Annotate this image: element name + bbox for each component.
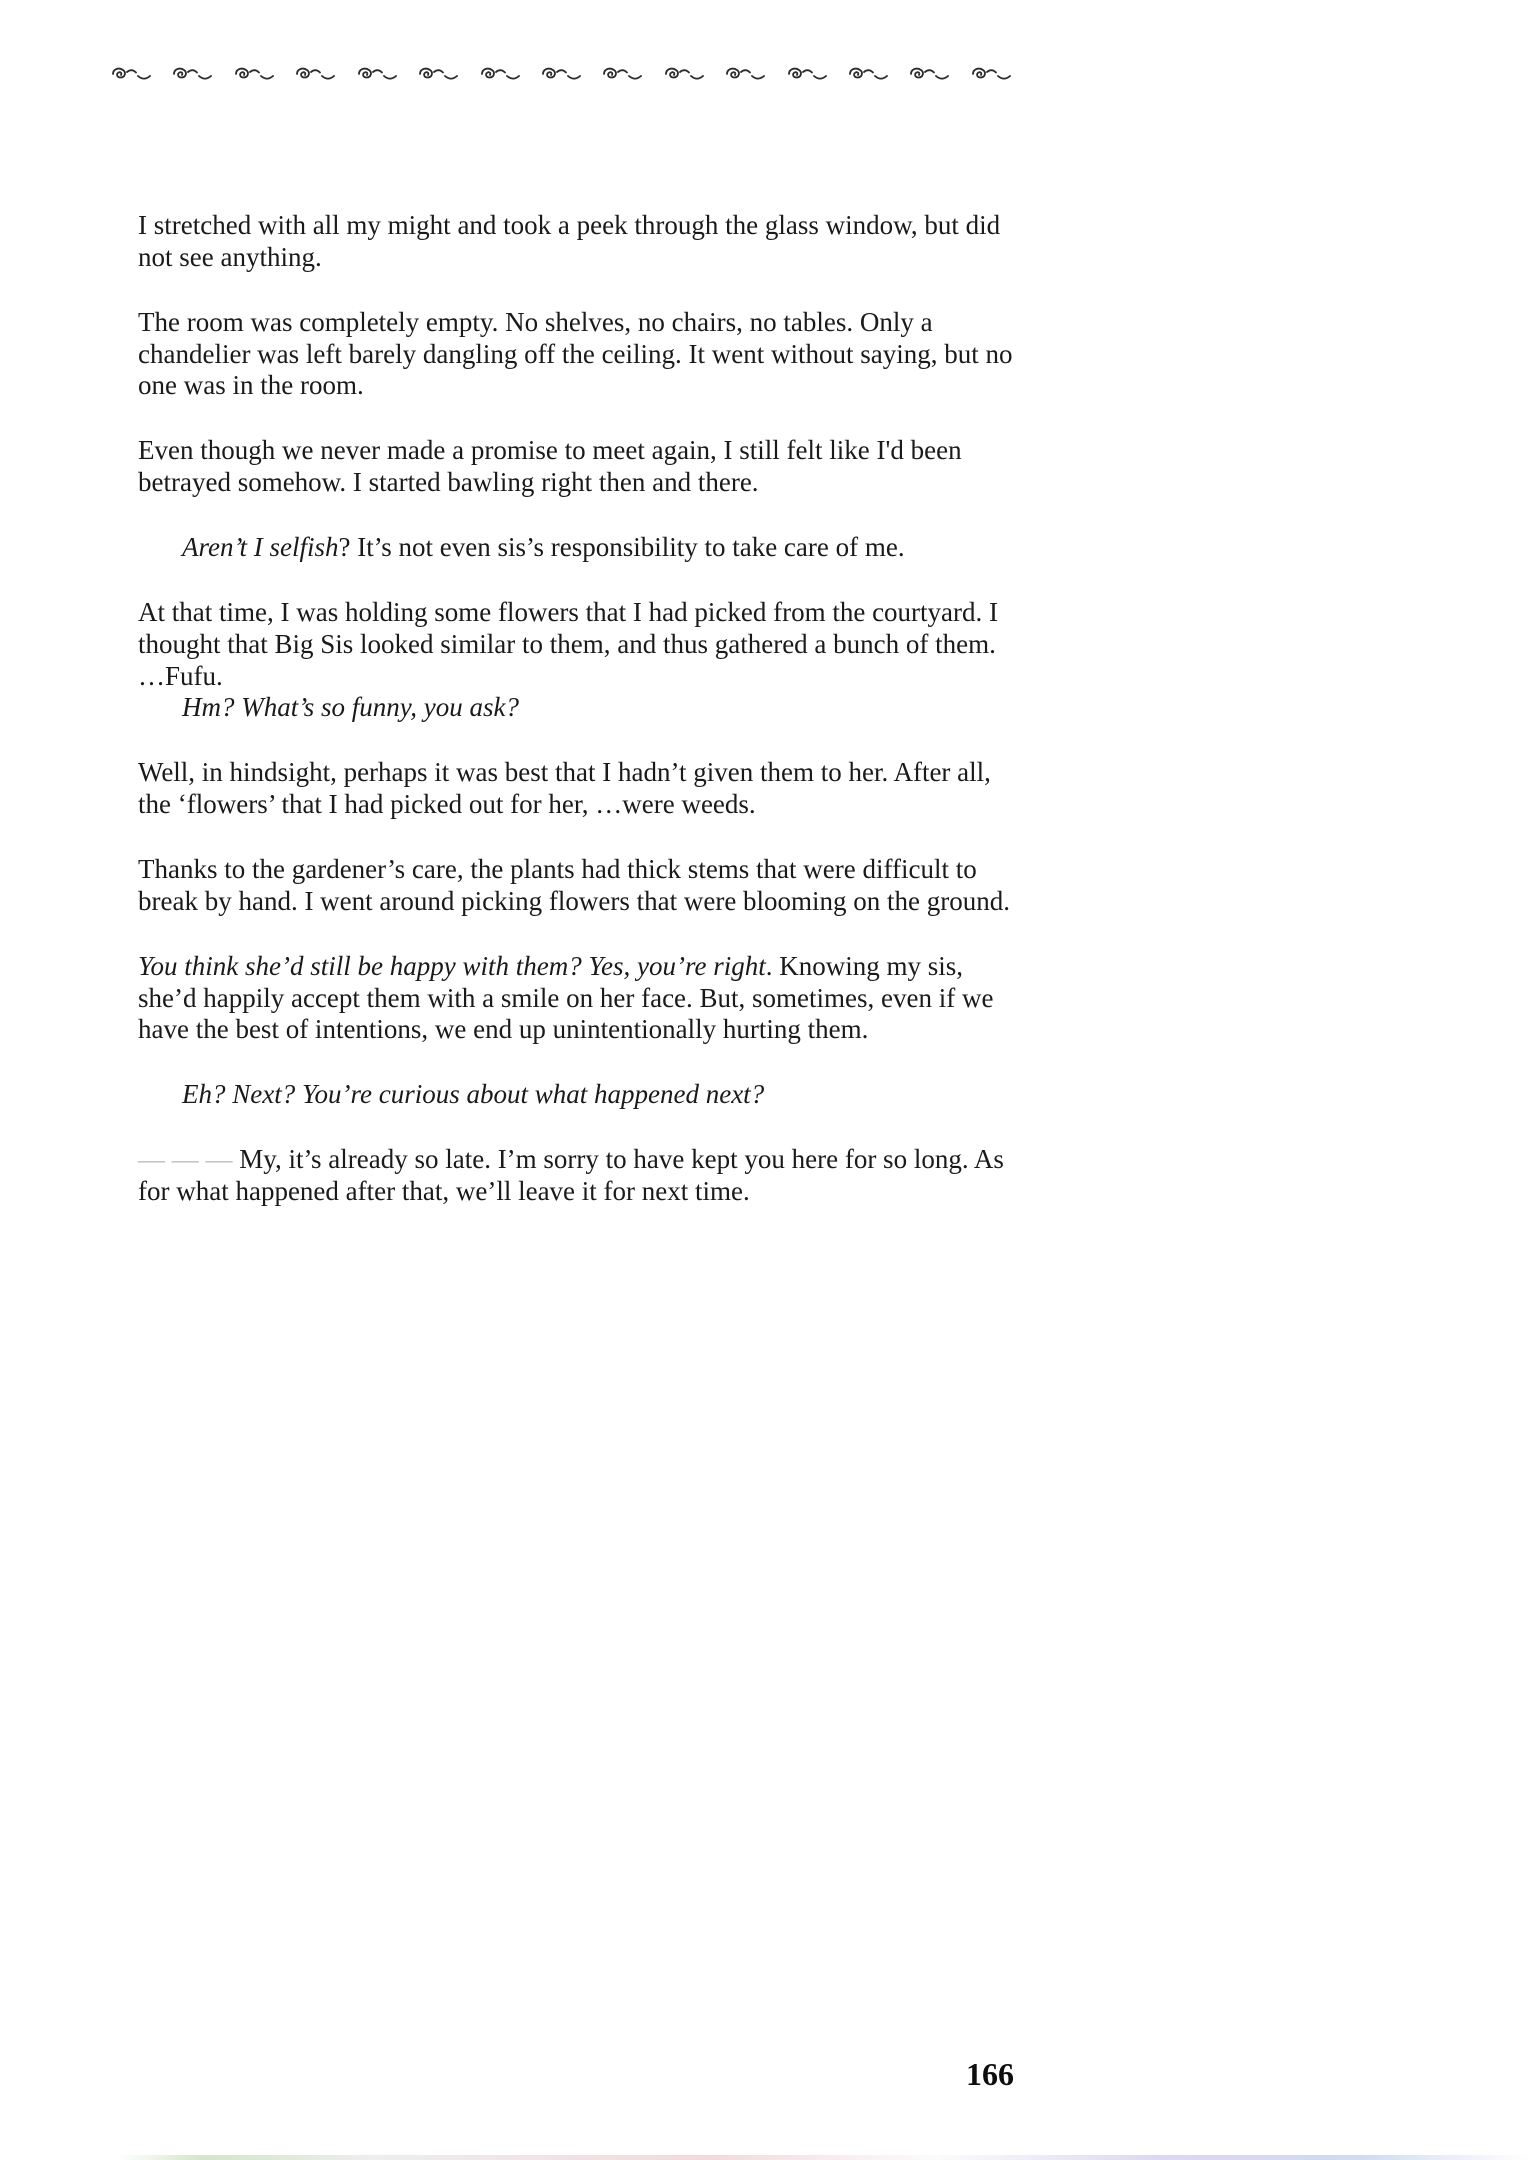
fleuron-icon (110, 66, 152, 82)
body-text: . Knowing my sis, she’d happily accept them with a smile on her face. But, sometimes, even if we have the best of intentions, we end up unintentionally hurting them. (138, 950, 994, 1045)
paragraph (138, 1079, 1018, 1111)
paragraph (138, 435, 1018, 499)
paragraph (138, 1144, 1018, 1208)
page-number: 166 (966, 2056, 1014, 2092)
body-text: ? It’s not even sis’s responsibility to take care of me. (338, 532, 905, 563)
fleuron-icon (479, 66, 521, 82)
paragraph (138, 532, 1018, 564)
body-text: At that time, I was holding some flowers that I had picked from the courtyard. I thought that Big Sis looked similar to them, and thus gathered a bunch of them. …Fufu. (138, 596, 999, 691)
narrator-aside-text: Eh? Next? You’re curious about what happened next? (182, 1079, 765, 1110)
fleuron-icon (663, 66, 705, 82)
fleuron-icon (786, 66, 828, 82)
body-text: The room was completely empty. No shelves, no chairs, no tables. Only a chandelier was left barely dangling off the ceiling. It went without saying, but no one was in the room. (138, 306, 1013, 401)
body-text: Well, in hindsight, perhaps it was best that I hadn’t given them to her. After all, the ‘flowers’ that I had picked out for her, …were weeds. (138, 757, 991, 820)
body-text: Thanks to the gardener’s care, the plants had thick stems that were difficult to break by hand. I went around picking flowers that were blooming on the ground. (138, 854, 1011, 916)
paragraph (138, 757, 1018, 821)
paragraph (138, 854, 1018, 918)
narrator-aside-text: You think she’d still be happy with them? Yes, you’re right (138, 950, 766, 981)
fleuron-icon (233, 66, 275, 82)
fleuron-icon (294, 66, 336, 82)
page-text (138, 210, 1018, 1241)
muted-dashes: — — — (138, 1144, 240, 1175)
fleuron-icon (356, 66, 398, 82)
body-text: My, it’s already so late. I’m sorry to have kept you here for so long. As for what happened after that, we’ll leave it for next time. (138, 1144, 1004, 1207)
scan-artifact-strip (118, 2155, 1530, 2160)
paragraph (138, 307, 1018, 403)
fleuron-icon (847, 66, 889, 82)
paragraph (138, 597, 1018, 693)
narrator-aside-text: Aren’t I selfish (182, 532, 339, 563)
ornament-border (110, 66, 1012, 82)
fleuron-icon (417, 66, 459, 82)
paragraph (138, 210, 1018, 274)
fleuron-icon (601, 66, 643, 82)
paragraph (138, 951, 1018, 1047)
fleuron-icon (970, 66, 1012, 82)
narrator-aside-text: Hm? What’s so funny, you ask? (182, 692, 519, 723)
body-text: I stretched with all my might and took a peek through the glass window, but did not see anything. (138, 210, 1001, 272)
paragraph (138, 692, 1018, 724)
fleuron-icon (171, 66, 213, 82)
fleuron-icon (908, 66, 950, 82)
body-text: Even though we never made a promise to meet again, I still felt like I'd been betrayed somehow. I started bawling right then and there. (138, 435, 962, 498)
fleuron-icon (724, 66, 766, 82)
fleuron-icon (540, 66, 582, 82)
